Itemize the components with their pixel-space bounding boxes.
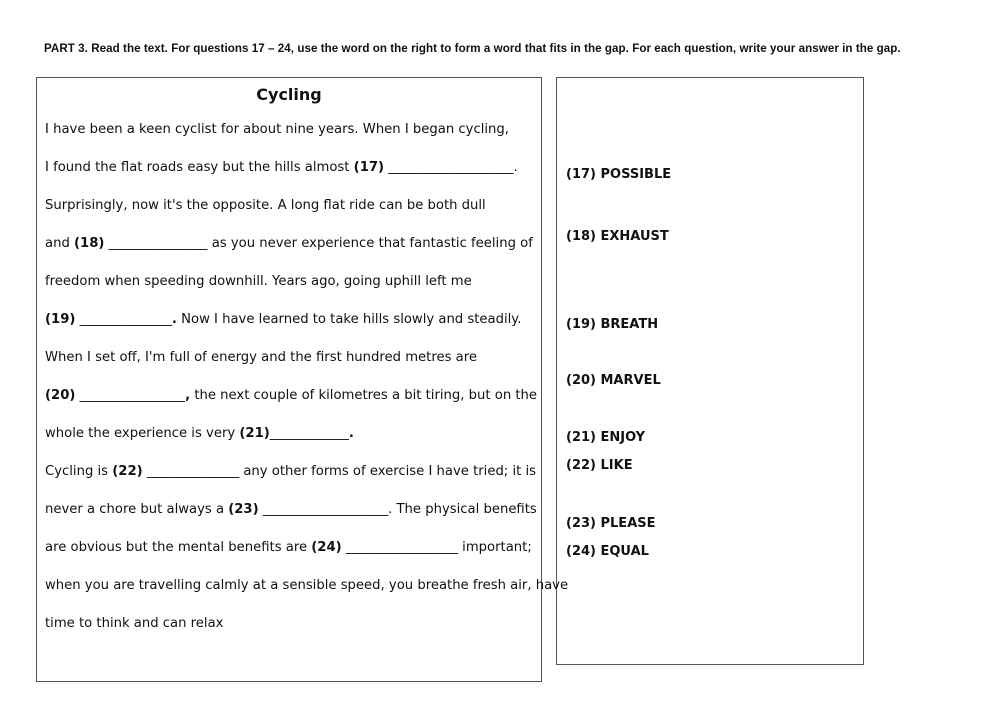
word-prompt: (21) ENJOY xyxy=(566,430,646,445)
word-prompt: (17) POSSIBLE xyxy=(566,167,672,182)
passage-line xyxy=(45,121,509,139)
word-prompt: (19) BREATH xyxy=(566,317,659,332)
passage-line xyxy=(45,311,521,329)
passage-text: the next couple of kilometres a bit tiring, but on the xyxy=(190,388,538,403)
gap-number: (24) xyxy=(311,540,342,555)
gap-number: (20) xyxy=(45,388,76,403)
gap-number: (17) xyxy=(353,160,385,175)
passage-text: whole the experience is very xyxy=(45,426,240,441)
passage-line xyxy=(45,273,472,291)
word-prompt: (24) EQUAL xyxy=(566,544,649,559)
passage-text: I have been a keen cyclist for about nine years. When I began cycling, xyxy=(45,122,509,137)
passage-text: Surprisingly, now it's the opposite. A long flat ride can be both dull xyxy=(45,198,486,213)
passage-line xyxy=(45,159,518,177)
passage-text: freedom when speeding downhill. Years ago, going uphill left me xyxy=(45,274,472,289)
passage-line xyxy=(45,577,568,595)
word-prompt: (23) PLEASE xyxy=(566,516,656,531)
passage-line xyxy=(45,349,477,367)
passage-text: time to think and can relax xyxy=(45,616,224,631)
gap-number: , xyxy=(185,388,191,403)
passage-line xyxy=(45,615,223,633)
passage-text: ____________ xyxy=(269,426,349,441)
gap-number: . xyxy=(348,426,354,441)
gap-number: (18) xyxy=(74,236,105,251)
passage-text: are obvious but the mental benefits are xyxy=(45,540,312,555)
word-prompt: (18) EXHAUST xyxy=(566,229,669,244)
word-prompt: (20) MARVEL xyxy=(566,373,661,388)
passage-line xyxy=(45,539,532,557)
passage-text: ______________ any other forms of exercise I have tried; it is xyxy=(142,464,537,479)
passage-line xyxy=(45,235,533,253)
passage-line xyxy=(45,501,537,519)
passage-text: ___________________. xyxy=(384,160,518,175)
passage-text: and xyxy=(45,236,75,251)
passage-text: ________________ xyxy=(75,388,186,403)
passage-text: when you are travelling calmly at a sensible speed, you breathe fresh air, have xyxy=(45,578,569,593)
passage-line xyxy=(45,197,486,215)
gap-number: (23) xyxy=(228,502,259,517)
passage-text: _________________ important; xyxy=(341,540,532,555)
passage-line xyxy=(45,387,537,405)
passage-text: I found the flat roads easy but the hills almost xyxy=(45,160,354,175)
gap-number: (19) xyxy=(45,312,76,327)
gap-number: (21) xyxy=(239,426,270,441)
passage-text: ______________ xyxy=(75,312,172,327)
passage-line xyxy=(45,425,354,443)
passage-text: Now I have learned to take hills slowly and steadily. xyxy=(176,312,522,327)
passage-title: Cycling xyxy=(256,85,322,104)
gap-number: (22) xyxy=(112,464,143,479)
passage-line xyxy=(45,463,536,481)
passage-text: _______________ as you never experience that fantastic feeling of xyxy=(104,236,533,251)
passage-text: When I set off, I'm full of energy and the first hundred metres are xyxy=(45,350,477,365)
instruction-text: PART 3. Read the text. For questions 17 – 24, use the word on the right to form a word that fits in the gap. For each question, write your answer in the gap. xyxy=(44,42,901,55)
passage-text: never a chore but always a xyxy=(45,502,229,517)
passage-text: ___________________. The physical benefits xyxy=(258,502,537,517)
passage-text: Cycling is xyxy=(45,464,113,479)
gap-number: . xyxy=(171,312,177,327)
word-prompt: (22) LIKE xyxy=(566,458,633,473)
